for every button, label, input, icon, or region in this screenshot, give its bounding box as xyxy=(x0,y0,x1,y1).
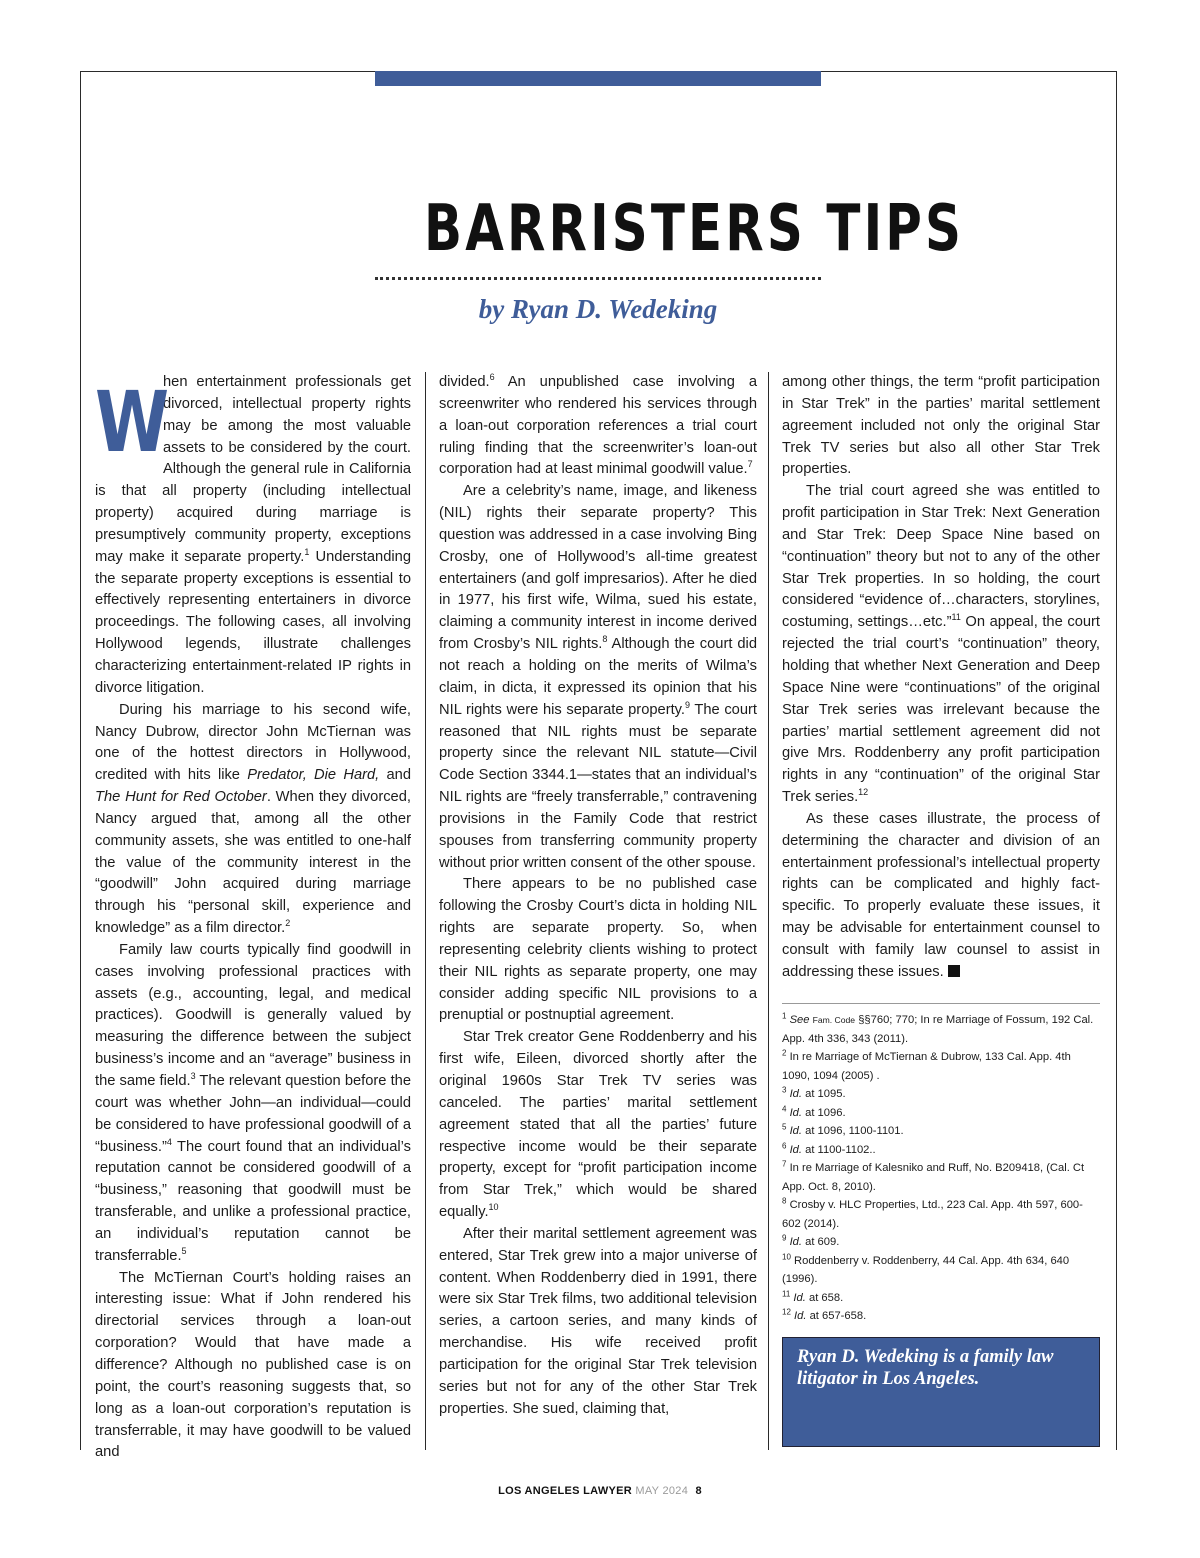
paragraph: During his marriage to his second wife, Nancy Dubrow, director John McTiernan was one of the hottest directors in Hollywood, credited with hits like Predator, Die Hard, and The Hunt for Red October. When they divorced, Nancy argued that, among all the other community assets, she was entitled to one-half the value of the community interest in the “goodwill” John acquired during marriage through his “personal skill, experience and knowledge” as a film director.$^2$ xyxy=(95,701,411,937)
footnote: $^6$ Id. at 1100-1102.. xyxy=(782,1140,876,1156)
paragraph: The McTiernan Court’s holding raises an interesting issue: What if John rendered his directorial services through a loan-out corporation? Would that have made a difference? Although no published case is on point, the court’s reasoning suggests that, so long as a loan-out corporation’s reputation is transferrable, it may have goodwill to be valued and xyxy=(95,1269,411,1461)
article-column-1 xyxy=(95,372,411,1464)
footnote: $^8$ Crosby v. HLC Properties, Ltd., 223 Cal. App. 4th 597, 600-602 (2014). xyxy=(782,1196,1083,1230)
footnote-ref[interactable]: 12 xyxy=(858,787,869,798)
footnote-ref[interactable]: 9 xyxy=(685,699,691,710)
footnote-ref[interactable]: 4 xyxy=(166,1136,172,1147)
footnote-ref[interactable]: 3 xyxy=(190,1071,196,1082)
footnote: $^4$ Id. at 1096. xyxy=(782,1103,846,1119)
page-footer xyxy=(0,1485,1200,1497)
paragraph: The trial court agreed she was entitled to profit participation in Star Trek: Next Generation and Star Trek: Deep Space Nine based on “continuation” theory but not to any of the other Star Trek properties. In so holding, the court considered “evidence of…characters, storylines, costuming, settings…etc.”$^{11}$ On appeal, the court rejected the trial court’s “continuation” theory, holding that whether Next Generation and Deep Space Nine were “continuations” of the original Star Trek series was irrelevant because the parties’ martial settlement agreement did not give Mrs. Roddenberry any profit participation rights in any “continuation” of the original Star Trek series.$^{12}$ xyxy=(782,483,1100,806)
footnote: $^{10}$ Roddenberry v. Roddenberry, 44 Cal. App. 4th 634, 640 (1996). xyxy=(782,1251,1070,1285)
article-column-2 xyxy=(439,372,757,1421)
page-frame-left-rule xyxy=(80,71,81,1450)
page-frame-right-rule xyxy=(1116,71,1117,1450)
footnote-ref[interactable]: 10 xyxy=(488,1202,499,1213)
drop-cap: W xyxy=(95,373,170,471)
footnote-ref[interactable]: 1 xyxy=(304,546,310,557)
article-column-3 xyxy=(782,372,1100,984)
footnote: $^2$ In re Marriage of McTiernan & Dubrow, 133 Cal. App. 4th 1090, 1094 (2005) . xyxy=(782,1048,1071,1082)
footnotes xyxy=(782,1011,1094,1326)
footnote-ref[interactable]: 5 xyxy=(181,1245,187,1256)
column-rule-1 xyxy=(425,372,426,1450)
footnote: $^1$ See Fam. Code §§760; 770; In re Marriage of Fossum, 192 Cal. App. 4th 336, 343 (2011). xyxy=(782,1011,1094,1045)
paragraph: There appears to be no published case following the Crosby Court’s dicta in holding NIL rights are separate property. So, when representing celebrity clients wishing to protect their NIL rights as separate property, one may consider adding specific NIL provisions to a prenuptial or postnuptial agreement. xyxy=(439,876,757,1024)
footnote-ref[interactable]: 11 xyxy=(951,612,961,623)
publication-name: LOS ANGELES LAWYER xyxy=(498,1485,633,1497)
paragraph: As these cases illustrate, the process of determining the character and division of an entertainment professional’s intellectual property rights can be complicated and highly fact-specific. To properly evaluate these issues, it may be advisable for entertainment counsel to consult with family law counsel to assist in addressing these issues. xyxy=(782,810,1100,980)
dotted-divider xyxy=(375,277,821,280)
author-byline: by Ryan D. Wedeking xyxy=(478,294,718,324)
end-of-article-mark xyxy=(948,965,960,977)
footnote: $^3$ Id. at 1095. xyxy=(782,1085,846,1100)
paragraph: W hen entertainment professionals get divorced, intellectual property rights may be among the most valuable assets to be considered by the court. Although the general rule in California is that all property (including intellectual property) acquired during marriage is presumptively community property, exceptions may make it separate property.$^1$ Understanding the separate property exceptions is essential to effectively representing entertainers in divorce proceedings. The following cases, all involving Hollywood legends, illustrate challenges characterizing entertainment-related IP rights in divorce litigation. xyxy=(95,373,411,696)
author-bio-box xyxy=(782,1337,1100,1447)
paragraph: After their marital settlement agreement was entered, Star Trek grew into a major universe of content. When Roddenberry died in 1991, there were six Star Trek films, two additional television series, a cartoon series, and many kinds of merchandise. His wife received profit participation for the original Star Trek television series but not for any of the other Star Trek properties. She sued, claiming that, xyxy=(439,1225,757,1417)
footnote: $^5$ Id. at 1096, 1100-1101. xyxy=(782,1122,904,1137)
footnote: $^9$ Id. at 609. xyxy=(782,1233,840,1248)
header-accent-bar xyxy=(375,71,821,86)
paragraph: among other things, the term “profit participation in Star Trek” in the parties’ marital settlement agreement included not only the original Star Trek TV series but also all other Star Trek properties. xyxy=(782,374,1100,478)
page-number: 8 xyxy=(695,1485,702,1497)
section-title: BARRISTERS TIPS xyxy=(424,192,965,266)
column-rule-2 xyxy=(768,372,769,1450)
issue-date: MAY 2024 xyxy=(635,1485,689,1497)
footnote-divider xyxy=(782,1003,1100,1004)
footnote-ref[interactable]: 2 xyxy=(285,918,291,929)
footnote: $^7$ In re Marriage of Kalesniko and Ruff, No. B209418, (Cal. Ct App. Oct. 8, 2010). xyxy=(782,1159,1085,1193)
footnote-ref[interactable]: 6 xyxy=(489,372,495,383)
author-bio: Ryan D. Wedeking is a family law litigator in Los Angeles. xyxy=(797,1347,1054,1389)
paragraph: Star Trek creator Gene Roddenberry and his first wife, Eileen, divorced shortly after the original 1960s Star Trek TV series was canceled. The parties’ marital settlement agreement stated that all the parties’ future respective income would be their separate property, except for “profit participation income from Star Trek,” which would be shared equally.$^{10}$ xyxy=(439,1029,757,1221)
footnote: $^{12}$ Id. at 657-658. xyxy=(782,1307,867,1322)
paragraph: Family law courts typically find goodwill in cases involving professional practices with assets (e.g., accounting, legal, and medical practices). Goodwill is generally valued by measuring the difference between the subject business’s income and an “average” business in the same field.$^3$ The relevant question before the court was whether John—an individual—could be considered to have professional goodwill of a “business.”$^4$ The court found that an individual’s reputation cannot be considered goodwill of a “business,” reasoning that goodwill must be transferable, and unlike a professional practice, an individual’s reputation cannot be transferrable.$^5$ xyxy=(95,941,411,1264)
paragraph: Are a celebrity’s name, image, and likeness (NIL) rights their separate property? This question was addressed in a case involving Bing Crosby, one of Hollywood’s all-time greatest entertainers (and golf impresarios). After he died in 1977, his first wife, Wilma, sued his estate, claiming a community interest in income derived from Crosby’s NIL rights.$^8$ Although the court did not reach a holding on the merits of Wilma’s claim, in dicta, it expressed its opinion that his NIL rights were his separate property.$^9$ The court reasoned that NIL rights must be separate property since the relevant NIL statute—Civil Code Section 3344.1—states that an individual’s NIL rights are “freely transferrable,” contravening provisions in the Family Code that restrict spouses from transferring community property without prior written consent of the other spouse. xyxy=(439,483,757,871)
paragraph: divided.$^6$ An unpublished case involving a screenwriter who rendered his services through a loan-out corporation references a trial court ruling finding that the screenwriter’s loan-out corporation had at least minimal goodwill value.$^7$ xyxy=(439,372,757,478)
footnote: $^{11}$ Id. at 658. xyxy=(782,1288,844,1304)
footnote-ref[interactable]: 7 xyxy=(747,459,753,470)
footnote-ref[interactable]: 8 xyxy=(602,634,608,645)
